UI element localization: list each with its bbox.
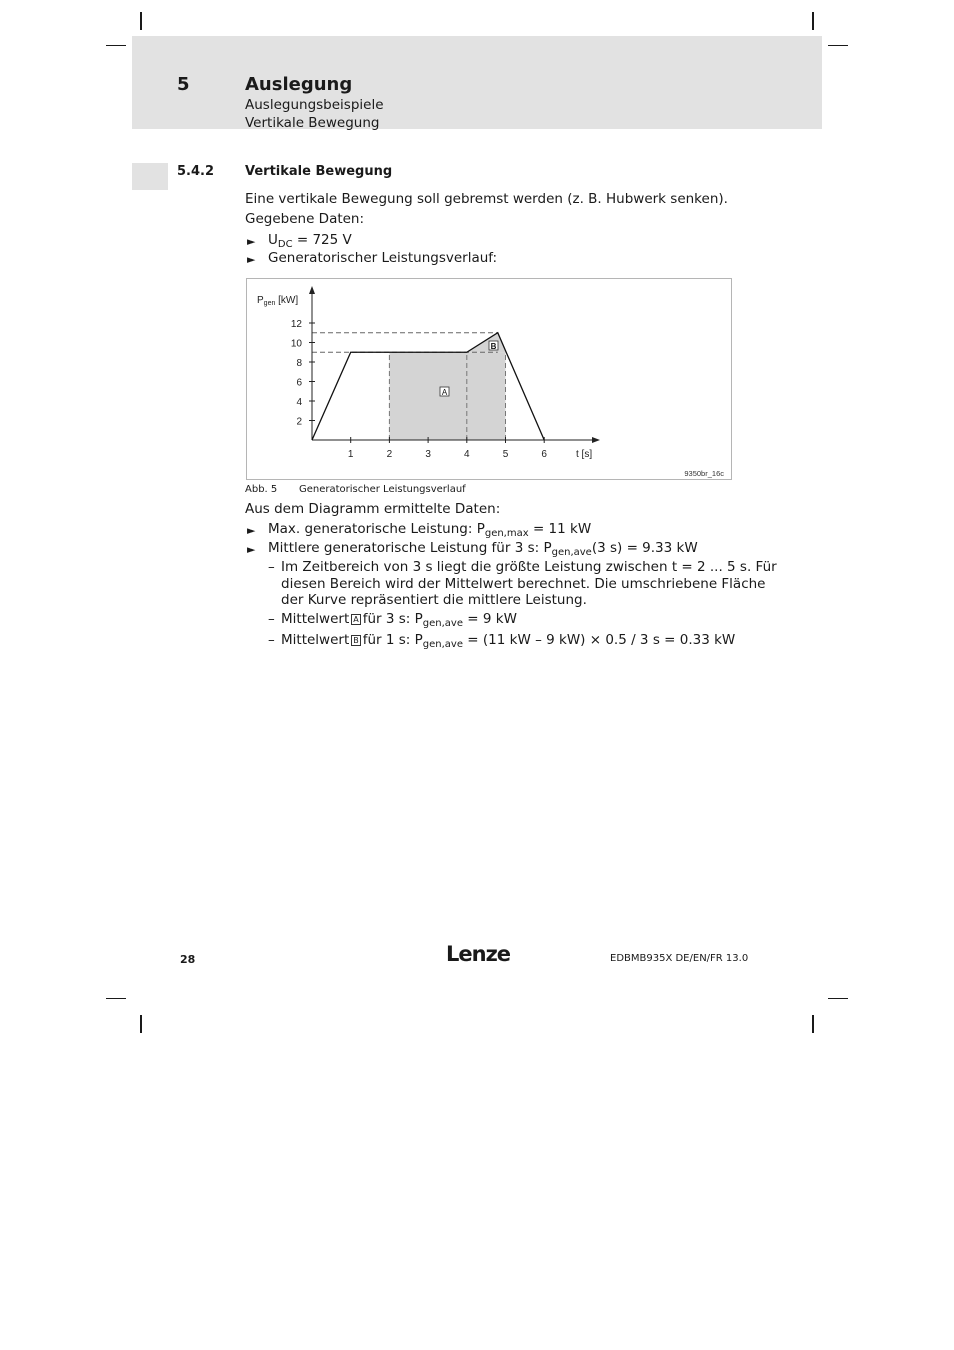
y-tick-label: 8	[296, 358, 302, 369]
result-mean-b: Mittelwert B für 1 s: $P_{gen,ave} = (11$ kW – 9 kW) × 0.5 / 3 s = 0.33 kW	[281, 632, 736, 650]
area-b-fill	[467, 333, 506, 353]
intro-line-1: Eine vertikale Bewegung soll gebremst werden (z. B. Hubwerk senken).	[245, 191, 728, 207]
y-tick-label: 6	[296, 377, 302, 389]
area-a-label-icon: A	[353, 615, 359, 624]
results-intro: Aus dem Diagramm ermittelte Daten:	[245, 501, 501, 517]
note-line-2: diesen Bereich wird der Mittelwert berechnet. Die umschriebene Fläche	[281, 575, 766, 592]
area-b-label-icon: B	[353, 636, 359, 645]
caption-label: Abb. 5	[245, 484, 278, 495]
x-tick-label: 4	[464, 449, 470, 460]
intro-line-2: Gegebene Daten:	[245, 211, 365, 227]
chapter-title: Auslegung	[245, 74, 353, 95]
y-tick-label: 12	[290, 319, 302, 330]
x-tick-label: 6	[541, 449, 547, 460]
chapter-number: 5	[177, 74, 190, 95]
x-axis-arrow	[592, 437, 600, 443]
lenze-logo: Lenze	[446, 942, 511, 966]
dash-icon: –	[268, 632, 275, 648]
y-axis-arrow	[309, 286, 315, 294]
y-tick-label: 10	[290, 338, 302, 350]
figure-code: 9350br_16c	[684, 469, 724, 478]
document-reference: EDBMB935X DE/EN/FR 13.0	[610, 953, 749, 964]
dash-icon: –	[268, 559, 275, 575]
x-tick-label: 2	[386, 449, 393, 460]
caption-text: Generatorischer Leistungsverlauf	[299, 484, 466, 495]
given-profile: Generatorischer Leistungsverlauf:	[268, 250, 498, 266]
section-title: Vertikale Bewegung	[245, 164, 393, 179]
bullet-icon: ►	[247, 524, 256, 537]
area-a-label: A	[441, 388, 448, 397]
x-tick-label: 3	[425, 449, 431, 460]
result-max-power: Max. generatorische Leistung: $P_{gen,max} = 11$ kW	[268, 521, 592, 539]
result-note	[281, 559, 777, 609]
note-line-3: der Kurve repräsentiert die mittlere Leistung.	[281, 592, 587, 608]
x-tick-label: 5	[502, 449, 509, 460]
section-number: 5.4.2	[177, 164, 215, 179]
bullet-icon: ►	[247, 253, 256, 266]
y-tick-label: 2	[296, 416, 302, 428]
result-average-power: Mittlere generatorische Leistung für 3 s: $P_{gen,ave}(3$ s) = 9.33 kW	[268, 540, 698, 558]
figure-caption	[245, 484, 466, 495]
y-tick-label: 4	[296, 397, 302, 408]
result-mean-a: Mittelwert A für 3 s: $P_{gen,ave} = 9$ kW	[281, 611, 517, 629]
chapter-subtitle-1: Auslegungsbeispiele	[245, 97, 384, 113]
x-axis-label: t [s]	[576, 449, 593, 460]
given-udc: $U_{DC} = 725$ V	[268, 232, 352, 250]
page-number: 28	[180, 953, 196, 966]
area-b-label: B	[490, 342, 497, 351]
bullet-icon: ►	[247, 235, 256, 248]
note-line-1: Im Zeitbereich von 3 s liegt die größte Leistung zwischen t = 2 ... 5 s. Für	[281, 559, 777, 575]
x-tick-label: 1	[347, 449, 354, 460]
chapter-subtitle-2: Vertikale Bewegung	[245, 115, 380, 131]
bullet-icon: ►	[247, 543, 256, 556]
dash-icon: –	[268, 611, 275, 627]
y-axis-label: $P_{gen}$ [kW]	[257, 295, 299, 307]
